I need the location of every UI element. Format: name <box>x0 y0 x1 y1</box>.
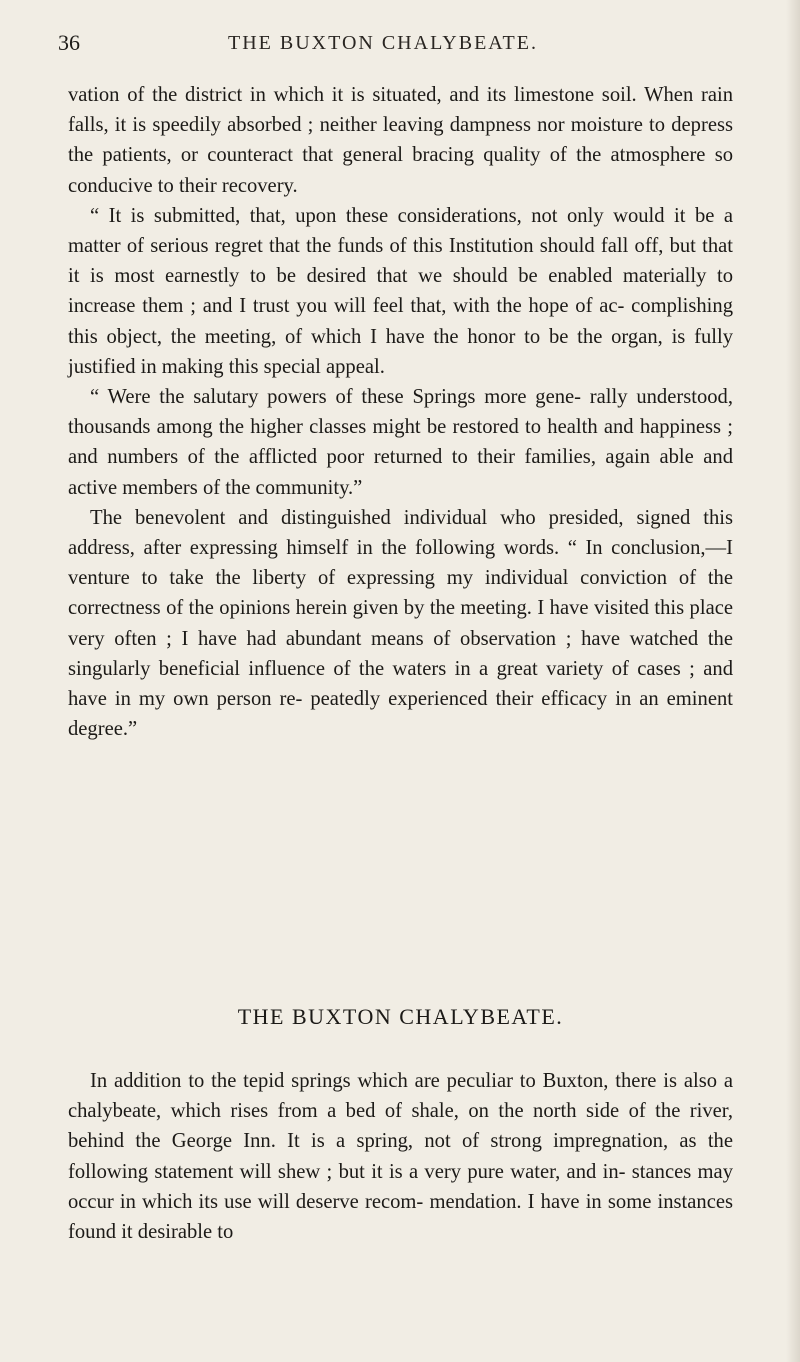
paragraph-chalybeate-intro: In addition to the tepid springs which are peculiar to Buxton, there is also a chalybeate, which rises from a bed of shale, on the north side of the river, behind the George Inn. It is a spring, not of strong impregnation, as the following statement will shew ; but it is a very pure water, and in- stances may occur in which its use will deserve recom- mendation. I have in some instances found it desirable to <box>68 1070 733 1244</box>
body-text <box>68 80 733 744</box>
page-number: 36 <box>58 30 80 55</box>
section-text <box>68 1066 733 1247</box>
paragraph-salutary-powers: “ Were the salutary powers of these Springs more gene- rally understood, thousands among the higher classes might be restored to health and happiness ; and numbers of the afflicted poor returned to their families, again able and active members of the community.” <box>68 386 733 499</box>
paragraph-submission: “ It is submitted, that, upon these considerations, not only would it be a matter of serious regret that the funds of this Institution should fall off, but that it is most earnestly to be desired that we should be enabled materially to increase them ; and I trust you will feel that, with the hope of ac- complishing this object, the meeting, of which I have the honor to be the organ, is fully justified in making this special appeal. <box>68 204 733 378</box>
section-heading: THE BUXTON CHALYBEATE. <box>237 1004 564 1029</box>
running-title: THE BUXTON CHALYBEATE. <box>228 32 538 54</box>
paragraph-continuation: vation of the district in which it is situated, and its limestone soil. When rain falls, it is speedily absorbed ; neither leaving dampness nor moisture to depress the patients, or counteract that general bracing quality of the atmosphere so conducive to their recovery. <box>68 84 733 197</box>
paragraph-president-remarks: The benevolent and distinguished individual who presided, signed this address, after expressing himself in the following words. “ In conclusion,—I venture to take the liberty of expressing my individual conviction of the correctness of the opinions herein given by the meeting. I have visited this place very often ; I have had abundant means of observation ; have watched the singularly beneficial influence of the waters in a great variety of cases ; and have in my own person re- peatedly experienced their efficacy in an eminent degree.” <box>68 506 733 741</box>
page-edge-shadow <box>786 0 800 1362</box>
running-head <box>58 24 728 64</box>
